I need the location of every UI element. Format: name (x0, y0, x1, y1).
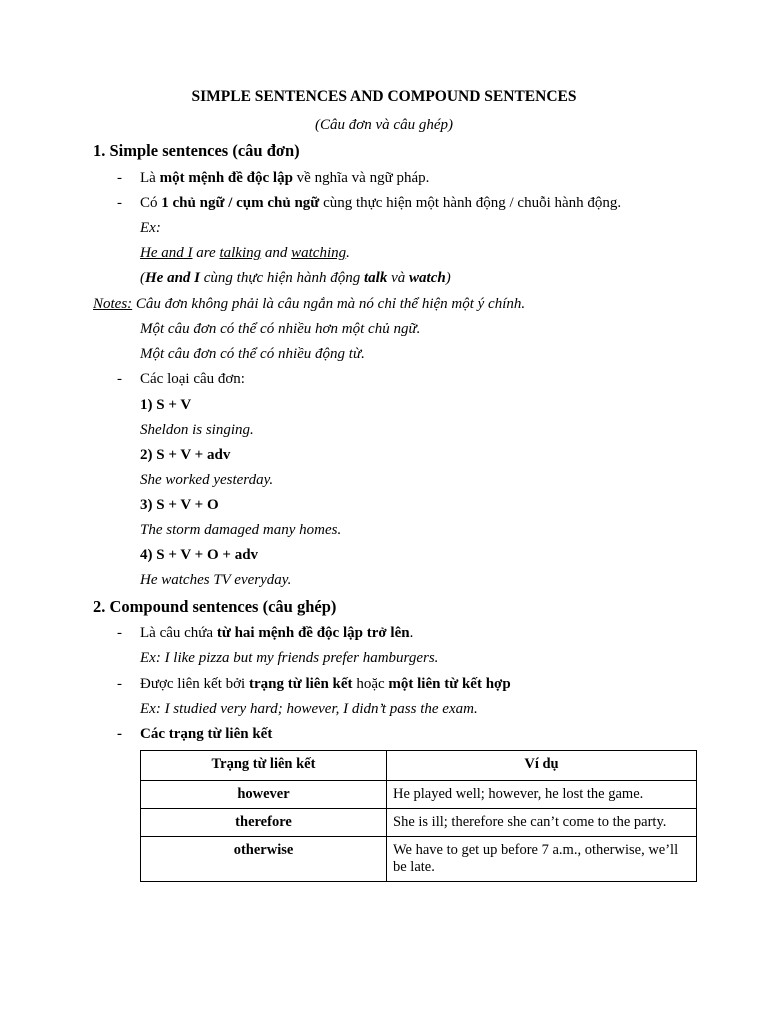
type-example: Sheldon is singing. (140, 422, 254, 438)
simple-definition-2: Có 1 chủ ngữ / cụm chủ ngữ cùng thực hiện một hành động / chuỗi hành động. (140, 195, 622, 211)
example-explanation: (He and I cùng thực hiện hành động talk và watch) (140, 270, 451, 286)
column-header-example: Ví dụ (387, 751, 697, 781)
column-header-adverb: Trạng từ liên kết (141, 751, 387, 781)
type-example: He watches TV everyday. (140, 572, 292, 588)
type-example: The storm damaged many homes. (140, 522, 342, 538)
adverb-cell: however (141, 781, 387, 809)
type-formula: 1) S + V (140, 397, 192, 413)
section-2-heading: 2. Compound sentences (câu ghép) (93, 597, 337, 616)
bullet-dash: - (117, 625, 122, 641)
example-cell: We have to get up before 7 a.m., otherwise, we’ll be late. (387, 837, 697, 882)
type-formula: 3) S + V + O (140, 497, 219, 513)
simple-types-label: Các loại câu đơn: (140, 371, 245, 387)
notes-line-3: Một câu đơn có thể có nhiều động từ. (140, 346, 365, 362)
bullet-dash: - (117, 676, 122, 692)
compound-definition-2: Được liên kết bởi trạng từ liên kết hoặc một liên từ kết hợp (140, 676, 511, 692)
bullet-dash: - (117, 371, 122, 387)
table-header-row (141, 751, 697, 781)
conjunctive-adverbs-table (140, 750, 697, 882)
compound-example-1: Ex: I like pizza but my friends prefer hamburgers. (140, 650, 439, 666)
simple-definition-1: Là một mệnh đề độc lập về nghĩa và ngữ pháp. (140, 170, 430, 186)
notes-line-1: Notes: Câu đơn không phải là câu ngắn mà nó chỉ thể hiện một ý chính. (93, 296, 526, 312)
table-row (141, 781, 697, 809)
table-row (141, 837, 697, 882)
document-subtitle: (Câu đơn và câu ghép) (315, 117, 453, 133)
document-title: SIMPLE SENTENCES AND COMPOUND SENTENCES (191, 88, 577, 105)
bullet-dash: - (117, 170, 122, 186)
type-formula: 2) S + V + adv (140, 447, 231, 463)
bullet-dash: - (117, 195, 122, 211)
section-1-heading: 1. Simple sentences (câu đơn) (93, 141, 300, 160)
example-cell: He played well; however, he lost the game. (387, 781, 697, 809)
example-cell: She is ill; therefore she can’t come to the party. (387, 809, 697, 837)
example-label: Ex: (140, 220, 161, 236)
adverb-cell: otherwise (141, 837, 387, 882)
bullet-dash: - (117, 726, 122, 742)
example-sentence: He and I are talking and watching. (140, 245, 350, 261)
notes-line-2: Một câu đơn có thể có nhiều hơn một chủ ngữ. (140, 321, 421, 337)
table-row (141, 809, 697, 837)
adverb-cell: therefore (141, 809, 387, 837)
compound-example-2: Ex: I studied very hard; however, I didn’t pass the exam. (140, 701, 478, 717)
type-formula: 4) S + V + O + adv (140, 547, 259, 563)
conjunctive-adverbs-label: Các trạng từ liên kết (140, 726, 273, 742)
compound-definition-1: Là câu chứa từ hai mệnh đề độc lập trở lên. (140, 625, 414, 641)
type-example: She worked yesterday. (140, 472, 274, 488)
